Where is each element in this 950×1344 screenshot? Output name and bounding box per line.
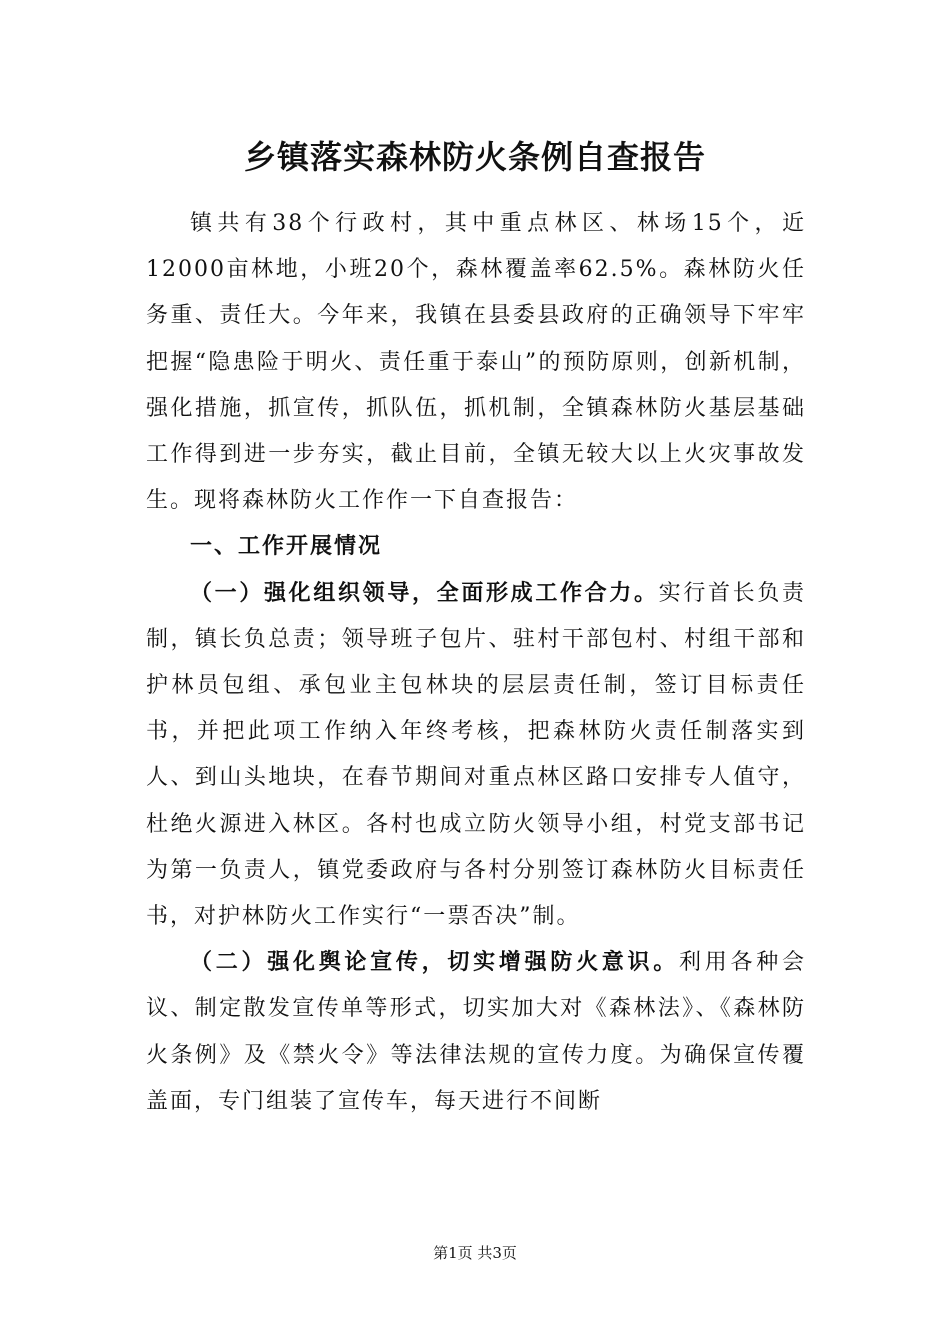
subsection-1-heading: （一）强化组织领导，全面形成工作合力。 <box>190 580 659 606</box>
subsection-1-text: 实行首长负责制，镇长负总责；领导班子包片、驻村干部包村、村组干部和护林员包组、承包业主包林块的层层责任制，签订目标责任书，并把此项工作纳入年终考核，把森林防火责任制落实到人、到山头地块，在春节期间对重点林区路口安排专人值守，杜绝火源进入林区。各村也成立防火领导小组，村党支部书记为第一负责人，镇党委政府与各村分别签订森林防火目标责任书，对护林防火工作实行“一票否决”制。 <box>146 580 806 930</box>
subsection-2-heading: （二）强化舆论宣传，切实增强防火意识。 <box>190 950 680 976</box>
subsection-1-paragraph <box>146 571 806 941</box>
intro-paragraph: 镇共有38个行政村，其中重点林区、林场15个，近12000亩林地，小班20个，森林覆盖率62.5%。森林防火任务重、责任大。今年来，我镇在县委县政府的正确领导下牢牢把握“隐患险于明火、责任重于泰山”的预防原则，创新机制，强化措施，抓宣传，抓队伍，抓机制，全镇森林防火基层基础工作得到进一步夯实，截止目前，全镇无较大以上火灾事故发生。现将森林防火工作作一下自查报告： <box>146 211 806 514</box>
document-body <box>146 201 806 1125</box>
subsection-2-paragraph <box>146 940 806 1125</box>
subsection-2-text: 利用各种会议、制定散发宣传单等形式，切实加大对《森林法》、《森林防火条例》及《禁火令》等法律法规的宣传力度。为确保宣传覆盖面，专门组装了宣传车，每天进行不间断 <box>146 950 806 1114</box>
page-footer: 第1页 共3页 <box>433 1244 517 1262</box>
document-title: 乡镇落实森林防火条例自查报告 <box>243 138 706 176</box>
section-heading: 一、工作开展情况 <box>190 534 383 560</box>
